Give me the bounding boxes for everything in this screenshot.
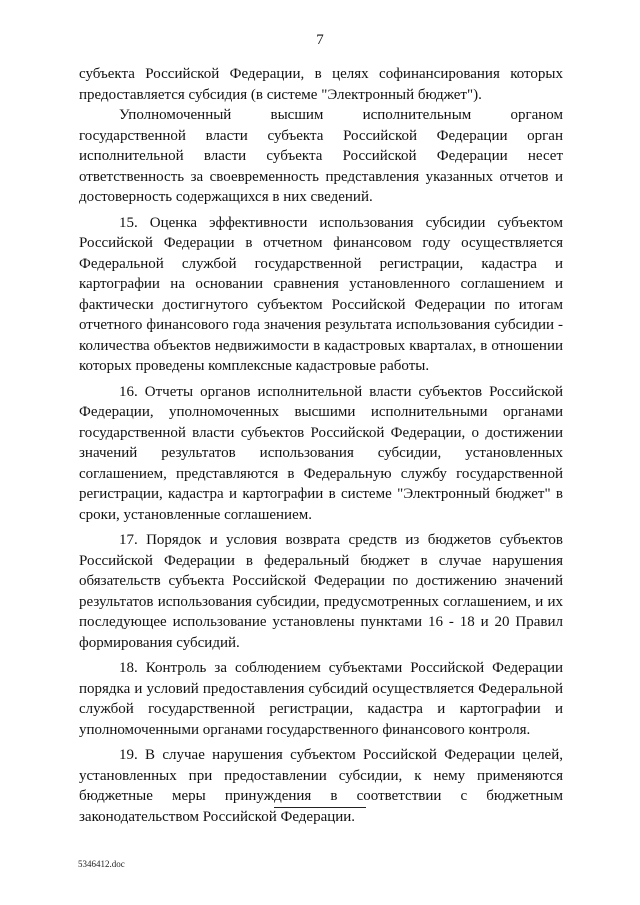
paragraph-17-refund: 17. Порядок и условия возврата средств из бюджетов субъектов Российской Федерации в федеральный бюджет в случае нарушения обязательств субъекта Российской Федерации по достижению значений результатов использования субсидии, предусмотренных соглашением, и их последующее использование установлены пунктами 16 - 18 и 20 Правил формирования субсидий. bbox=[79, 532, 563, 651]
paragraph-18-control: 18. Контроль за соблюдением субъектами Российской Федерации порядка и условий предоставления субсидий осуществляется Федеральной службой государственной регистрации, кадастра и картографии и уполномоченными органами государственного финансового контроля. bbox=[79, 660, 563, 738]
end-separator-line bbox=[274, 807, 366, 808]
paragraph-15-efficiency: 15. Оценка эффективности использования субсидии субъектом Российской Федерации в отчетном финансовом году осуществляется Федеральной службой государственной регистрации, кадастра и картографии на основании сравнения установленного соглашением и фактически достигнутого субъектом Российской Федерации по итогам отчетного финансового года значения результата использования субсидии - количества объектов недвижимости в кадастровых кварталах, в отношении которых проведены комплексные кадастровые работы. bbox=[79, 214, 563, 374]
paragraph-continuation: субъекта Российской Федерации, в целях софинансирования которых предоставляется субсидия (в системе "Электронный бюджет"). bbox=[79, 66, 563, 103]
paragraph-16-reports: 16. Отчеты органов исполнительной власти субъектов Российской Федерации, уполномоченных высшими исполнительными органами государственной власти субъектов Российской Федерации, о достижении значений результатов использования субсидии, установленных соглашением, представляются в Федеральную службу государственной регистрации, кадастра и картографии в системе "Электронный бюджет" в сроки, установленные соглашением. bbox=[79, 383, 563, 523]
paragraph-responsibility: Уполномоченный высшим исполнительным органом государственной власти субъекта Российской Федерации орган исполнительной власти субъекта Российской Федерации несет ответственность за своевременность представления указанных отчетов и достоверность содержащихся в них сведений. bbox=[79, 107, 563, 205]
document-file-id: 5346412.doc bbox=[78, 859, 125, 869]
page-number: 7 bbox=[316, 32, 324, 48]
document-body bbox=[79, 64, 563, 827]
paragraph-19-violation: 19. В случае нарушения субъектом Российской Федерации целей, установленных при предоставлении субсидии, к нему применяются бюджетные меры принуждения в соответствии с бюджетным законодательством Российской Федерации. bbox=[79, 747, 563, 825]
